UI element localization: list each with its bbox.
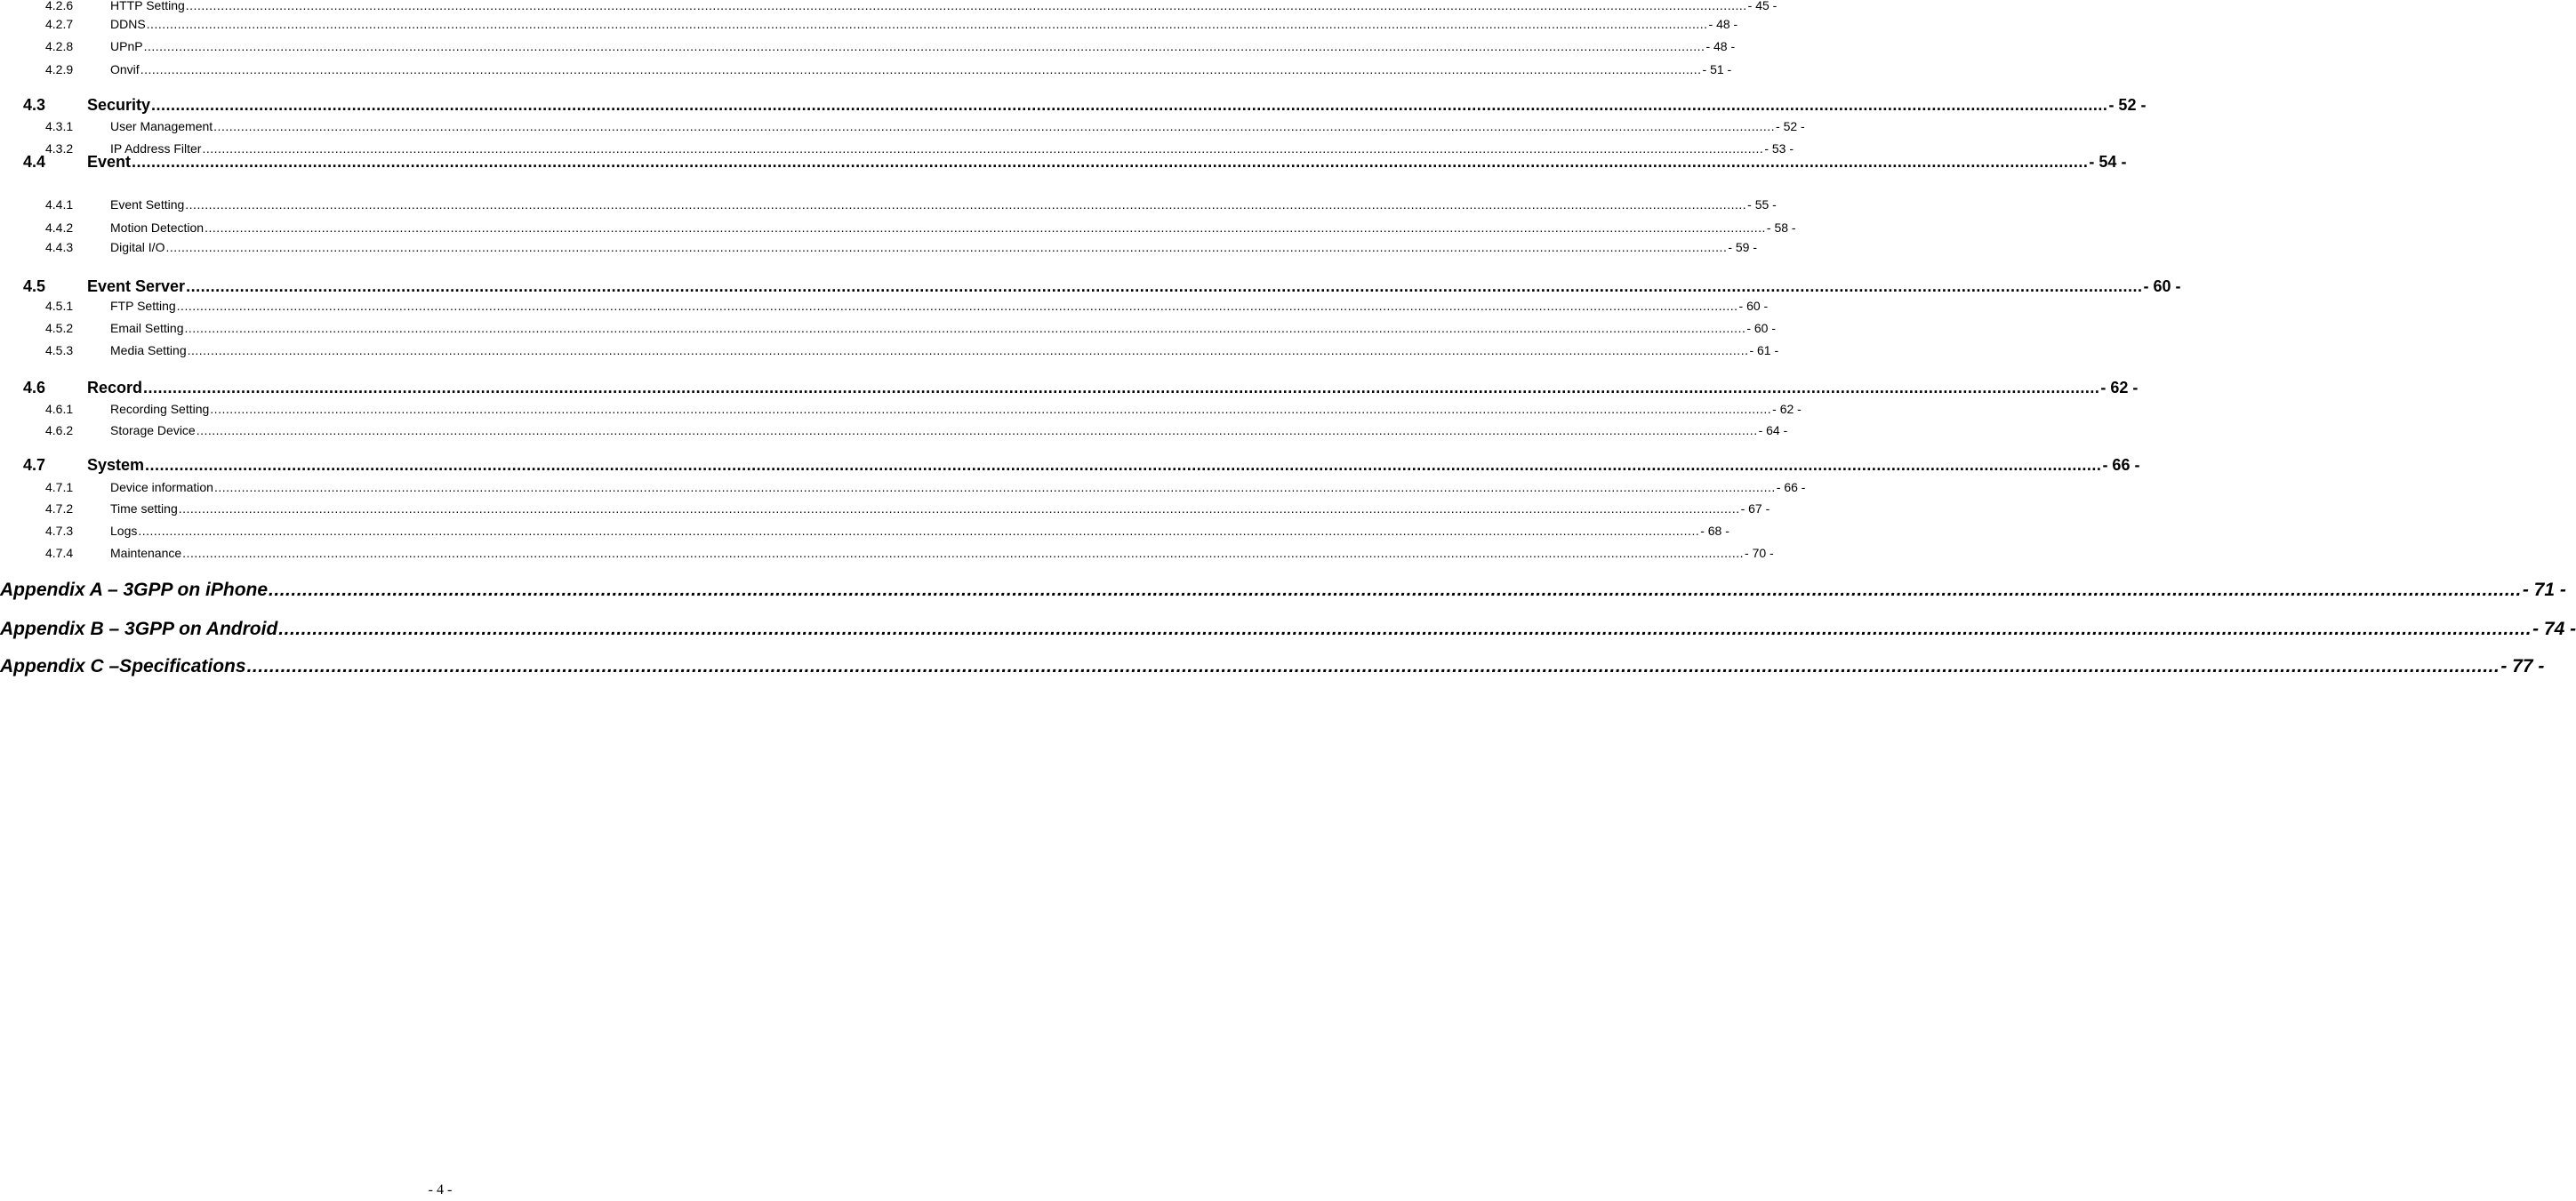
toc-dot-leader: ................................................................................................................................................................................................................................................................................................................................................................................................................	[213, 119, 1776, 133]
toc-entry-title: Appendix B – 3GPP on Android	[0, 619, 278, 639]
toc-entry-title: Time setting	[110, 501, 178, 516]
toc-entry-title: Device information	[110, 480, 213, 494]
toc-entry-page: - 66 -	[2102, 456, 2140, 474]
toc-entry-number: 4.7	[23, 456, 46, 474]
toc-entry[interactable]	[23, 452, 2140, 477]
toc-entry-title: Maintenance	[110, 546, 182, 560]
toc-entry[interactable]	[45, 399, 1802, 419]
toc-entry-title: Appendix A – 3GPP on iPhone	[0, 580, 269, 600]
toc-entry-number: 4.4.3	[45, 240, 74, 254]
toc-entry-title: Event Server	[87, 277, 186, 295]
toc-entry[interactable]	[45, 60, 1732, 79]
toc-entry-number: 4.2.9	[45, 62, 74, 76]
toc-entry-title: FTP Setting	[110, 299, 176, 313]
toc-dot-leader: ................................................................................................................................................................................................................................................................................................................................................................................................................	[196, 423, 1758, 437]
toc-dot-leader: ................................................................................................................................................................................................................................................................................................................................................................................................................	[146, 17, 1708, 31]
toc-entry-page: - 60 -	[1738, 299, 1769, 313]
toc-entry-title: Digital I/O	[110, 240, 165, 254]
toc-dot-leader: ................................................................................................................................................................................................................................................................................................................................................................................................................	[202, 141, 1764, 156]
toc-dot-leader: ................................................................................................................................................................................................................................................................................................................................................................................................................	[187, 343, 1749, 357]
toc-dot-leader: ................................................................................................................................................................................................................................................................................................................................................................................................................	[182, 546, 1745, 560]
toc-entry-title: Motion Detection	[110, 220, 205, 235]
toc-entry-page: - 77 -	[2500, 656, 2545, 677]
toc-entry[interactable]	[23, 375, 2139, 400]
toc-entry-page: - 59 -	[1728, 240, 1758, 254]
toc-dot-leader: ................................................................................................................................................................................................................................................................................................................................................................................................................	[186, 277, 2143, 295]
toc-entry-page: - 53 -	[1764, 141, 1794, 156]
toc-entry-page: - 60 -	[2143, 277, 2181, 295]
toc-entry[interactable]	[45, 318, 1777, 338]
toc-entry-number: 4.2.8	[45, 39, 74, 53]
toc-entry[interactable]	[45, 0, 1778, 15]
toc-entry-number: 4.6.2	[45, 423, 74, 437]
toc-entry[interactable]	[45, 420, 1788, 440]
toc-dot-leader: ................................................................................................................................................................................................................................................................................................................................................................................................................	[246, 656, 2500, 677]
toc-dot-leader: ................................................................................................................................................................................................................................................................................................................................................................................................................	[143, 39, 1705, 53]
toc-entry[interactable]	[45, 521, 1729, 540]
toc-dot-leader: ................................................................................................................................................................................................................................................................................................................................................................................................................	[185, 197, 1747, 212]
toc-entry-page: - 68 -	[1700, 524, 1729, 538]
toc-dot-leader: ................................................................................................................................................................................................................................................................................................................................................................................................................	[138, 524, 1700, 538]
toc-dot-leader: ................................................................................................................................................................................................................................................................................................................................................................................................................	[143, 379, 2100, 396]
toc-dot-leader: ................................................................................................................................................................................................................................................................................................................................................................................................................	[185, 0, 1747, 12]
toc-entry[interactable]	[45, 296, 1769, 316]
toc-entry-number: 4.6	[23, 379, 46, 396]
toc-entry-page: - 51 -	[1702, 62, 1732, 76]
toc-entry[interactable]	[45, 543, 1774, 563]
toc-entry-title: UPnP	[110, 39, 143, 53]
toc-entry-page: - 67 -	[1740, 501, 1770, 516]
toc-entry-page: - 60 -	[1746, 321, 1777, 335]
toc-entry-number: 4.4	[23, 153, 46, 171]
toc-entry-title: Email Setting	[110, 321, 184, 335]
toc-entry-page: - 52 -	[1776, 119, 1805, 133]
toc-entry-number: 4.3.1	[45, 119, 74, 133]
toc-entry-page: - 45 -	[1747, 0, 1778, 12]
toc-entry-page: - 66 -	[1776, 480, 1806, 494]
toc-entry-page: - 64 -	[1758, 423, 1788, 437]
toc-entry-title: User Management	[110, 119, 213, 133]
toc-entry-number: 4.2.7	[45, 17, 74, 31]
toc-entry-title: Event Setting	[110, 197, 185, 212]
toc-entry[interactable]	[45, 36, 1736, 56]
toc-entry-title: System	[87, 456, 145, 474]
toc-entry-page: - 58 -	[1766, 220, 1796, 235]
toc-entry-page: - 52 -	[2108, 96, 2147, 114]
toc-entry[interactable]	[0, 653, 2545, 681]
toc-dot-leader: ................................................................................................................................................................................................................................................................................................................................................................................................................	[213, 480, 1776, 494]
toc-entry-page: - 54 -	[2089, 153, 2127, 171]
toc-dot-leader: ................................................................................................................................................................................................................................................................................................................................................................................................................	[278, 619, 2532, 639]
toc-entry-number: 4.7.2	[45, 501, 74, 516]
toc-entry-number: 4.6.1	[45, 402, 74, 416]
toc-entry-number: 4.5.1	[45, 299, 74, 313]
toc-entry-number: 4.7.1	[45, 480, 74, 494]
toc-dot-leader: ................................................................................................................................................................................................................................................................................................................................................................................................................	[165, 240, 1728, 254]
toc-entry-page: - 55 -	[1747, 197, 1777, 212]
toc-entry[interactable]	[0, 576, 2566, 605]
toc-entry-title: Logs	[110, 524, 138, 538]
toc-entry[interactable]	[45, 340, 1779, 360]
toc-entry[interactable]	[23, 92, 2147, 117]
toc-entry-number: 4.5	[23, 277, 46, 295]
toc-dot-leader: ................................................................................................................................................................................................................................................................................................................................................................................................................	[178, 501, 1740, 516]
toc-entry-page: - 61 -	[1749, 343, 1779, 357]
toc-entry-title: DDNS	[110, 17, 146, 31]
toc-dot-leader: ................................................................................................................................................................................................................................................................................................................................................................................................................	[176, 299, 1738, 313]
toc-entry-page: - 48 -	[1705, 39, 1736, 53]
toc-entry-page: - 62 -	[1772, 402, 1802, 416]
toc-entry-number: 4.4.2	[45, 220, 74, 235]
toc-entry-number: 4.3	[23, 96, 46, 114]
toc-entry-title: Onvif	[110, 62, 140, 76]
toc-entry[interactable]	[0, 615, 2576, 644]
page-number: - 4 -	[428, 1182, 453, 1197]
toc-dot-leader: ................................................................................................................................................................................................................................................................................................................................................................................................................	[205, 220, 1766, 235]
toc-entry-title: Record	[87, 379, 143, 396]
toc-dot-leader: ................................................................................................................................................................................................................................................................................................................................................................................................................	[140, 62, 1702, 76]
toc-entry[interactable]	[23, 149, 2127, 174]
toc-dot-leader: ................................................................................................................................................................................................................................................................................................................................................................................................................	[132, 153, 2089, 171]
toc-entry-page: - 74 -	[2532, 619, 2576, 639]
toc-entry-number: 4.7.4	[45, 546, 74, 560]
toc-dot-leader: ................................................................................................................................................................................................................................................................................................................................................................................................................	[151, 96, 2108, 114]
toc-entry-title: Event	[87, 153, 132, 171]
toc-entry-title: HTTP Setting	[110, 0, 185, 12]
toc-entry-title: Security	[87, 96, 151, 114]
toc-entry-page: - 70 -	[1745, 546, 1774, 560]
toc-entry[interactable]	[45, 237, 1758, 257]
toc-entry[interactable]	[45, 218, 1796, 237]
toc-entry-number: 4.4.1	[45, 197, 74, 212]
toc-entry[interactable]	[45, 14, 1738, 34]
toc-entry-title: IP Address Filter	[110, 141, 202, 156]
toc-entry-number: 4.7.3	[45, 524, 74, 538]
toc-entry[interactable]	[45, 116, 1805, 136]
toc-entry-page: - 62 -	[2100, 379, 2139, 396]
toc-entry[interactable]	[45, 499, 1770, 518]
toc-entry-number: 4.2.6	[45, 0, 74, 12]
toc-entry-title: Appendix C –Specifications	[0, 656, 246, 677]
toc-entry-title: Recording Setting	[110, 402, 210, 416]
toc-entry-number: 4.3.2	[45, 141, 74, 156]
toc-entry-title: Storage Device	[110, 423, 196, 437]
toc-entry-page: - 48 -	[1708, 17, 1738, 31]
toc-dot-leader: ................................................................................................................................................................................................................................................................................................................................................................................................................	[184, 321, 1746, 335]
toc-entry[interactable]	[23, 274, 2181, 299]
toc-entry-title: Media Setting	[110, 343, 187, 357]
toc-entry-number: 4.5.3	[45, 343, 74, 357]
toc-entry[interactable]	[45, 195, 1777, 214]
toc-dot-leader: ................................................................................................................................................................................................................................................................................................................................................................................................................	[269, 580, 2522, 600]
toc-dot-leader: ................................................................................................................................................................................................................................................................................................................................................................................................................	[210, 402, 1772, 416]
toc-entry[interactable]	[45, 477, 1806, 497]
toc-entry-number: 4.5.2	[45, 321, 74, 335]
toc-dot-leader: ................................................................................................................................................................................................................................................................................................................................................................................................................	[145, 456, 2102, 474]
toc-entry-page: - 71 -	[2522, 580, 2566, 600]
